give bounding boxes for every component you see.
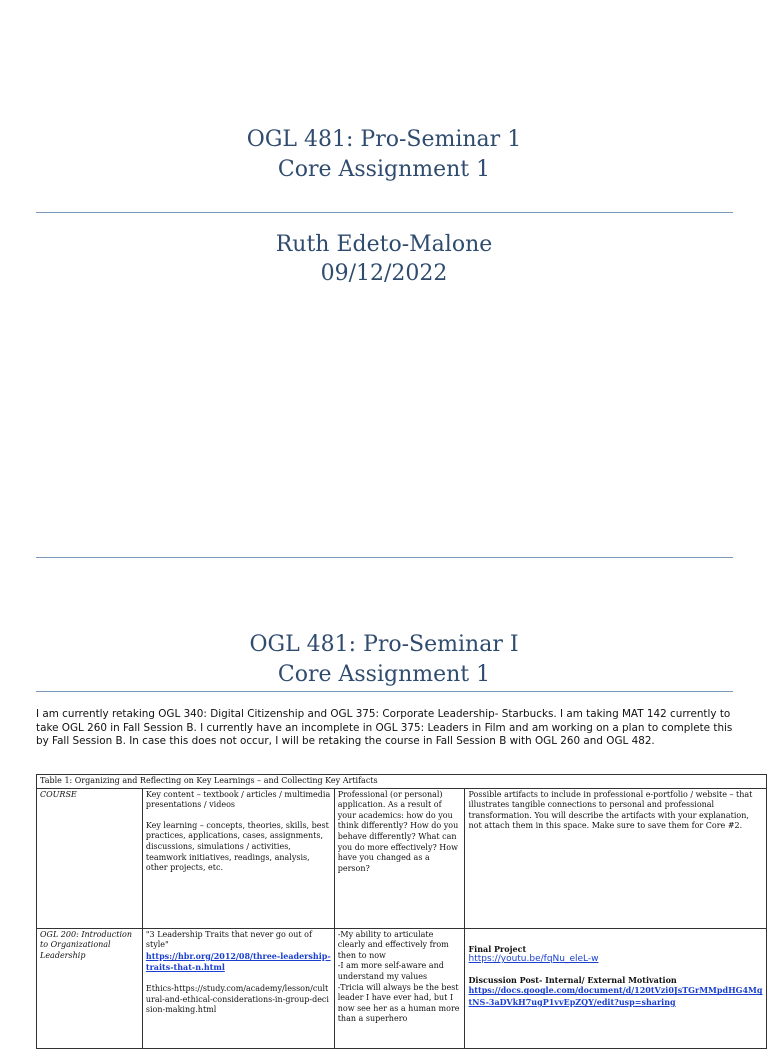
row1-hbr-link[interactable]: https://hbr.org/2012/08/three-leadership-traits-that-n.html <box>145 950 331 973</box>
row1-app2: -I am more self-aware and understand my values <box>337 961 444 981</box>
row1-application <box>334 928 465 1048</box>
slide-divider <box>36 557 733 558</box>
row1-art1-label: Final Project <box>468 943 527 954</box>
slide1-title-line1: OGL 481: Pro-Seminar 1 <box>246 127 522 152</box>
slide2-rule <box>36 691 733 692</box>
assignment-date: 09/12/2022 <box>320 261 448 286</box>
row1-youtube-link[interactable]: https://youtu.be/fqNu_eleL-w <box>468 954 599 965</box>
header-content-b: Key learning – concepts, theories, skills, best practices, applications, cases, assignments, discussions, simulations / activities, teamwork initiatives, readings, analysis, other projects, etc. <box>145 820 329 873</box>
row1-artifacts <box>465 928 767 1048</box>
header-course: COURSE <box>37 788 143 928</box>
table-caption: Table 1: Organizing and Reflecting on Key Learnings – and Collecting Key Artifacts <box>37 775 767 789</box>
row1-art2-label: Discussion Post- Internal/ External Motivation <box>468 974 677 985</box>
row1-app3: -Tricia will always be the best leader I have ever had, but I now see her as a human more than a superhero <box>337 982 460 1024</box>
author-name: Ruth Edeto-Malone <box>275 232 493 257</box>
header-application: Professional (or personal) application. As a result of your academics: how do you think differently? How do you behave differently? What can you do more effectively? How have you changed as a person? <box>334 788 465 928</box>
row1-gdoc-link[interactable]: https://docs.google.com/document/d/120tVzi0JsTGrMMpdHG4MgtNS-3aDVkH7ugP1vvEpZQY/edit?usp=sharing <box>468 985 763 1007</box>
slide2-title-line2: Core Assignment 1 <box>277 662 491 687</box>
learnings-table <box>36 774 767 1049</box>
slide2-title-line1: OGL 481: Pro-Seminar I <box>249 632 519 657</box>
table-row <box>37 928 767 1048</box>
row1-app1: -My ability to articulate clearly and effectively from then to now <box>337 929 449 960</box>
header-key-content <box>142 788 334 928</box>
table-header-row <box>37 788 767 928</box>
row1-course: OGL 200: Introduction to Organizational Leadership <box>37 928 143 1048</box>
slide1-title-line2: Core Assignment 1 <box>277 157 491 182</box>
header-artifacts: Possible artifacts to include in professional e-portfolio / website – that illustrates tangible connections to personal and professional transformation. You will describe the artifacts with your explanation, not attach them in this space. Make sure to save them for Core #2. <box>465 788 767 928</box>
intro-paragraph: I am currently retaking OGL 340: Digital Citizenship and OGL 375: Corporate Leadership- Starbucks. I am taking MAT 142 currently to take OGL 260 in Fall Session B. I currently have an incomplete in OGL 375: Leaders in Film and am working on a plan to complete this by Fall Session B. In case this does not occur, I will be retaking the course in Fall Session B with OGL 260 and OGL 482. <box>36 708 733 748</box>
row1-ethics-text: Ethics-https://study.com/academy/lesson/cultural-and-ethical-considerations-in-group-decision-making.html <box>145 983 329 1015</box>
table-caption-row <box>37 775 767 789</box>
row1-content-title: "3 Leadership Traits that never go out of style" <box>145 929 312 950</box>
slide1-rule-top <box>36 212 733 213</box>
row1-key-content <box>142 928 334 1048</box>
header-content-a: Key content – textbook / articles / multimedia presentations / videos <box>145 789 331 810</box>
